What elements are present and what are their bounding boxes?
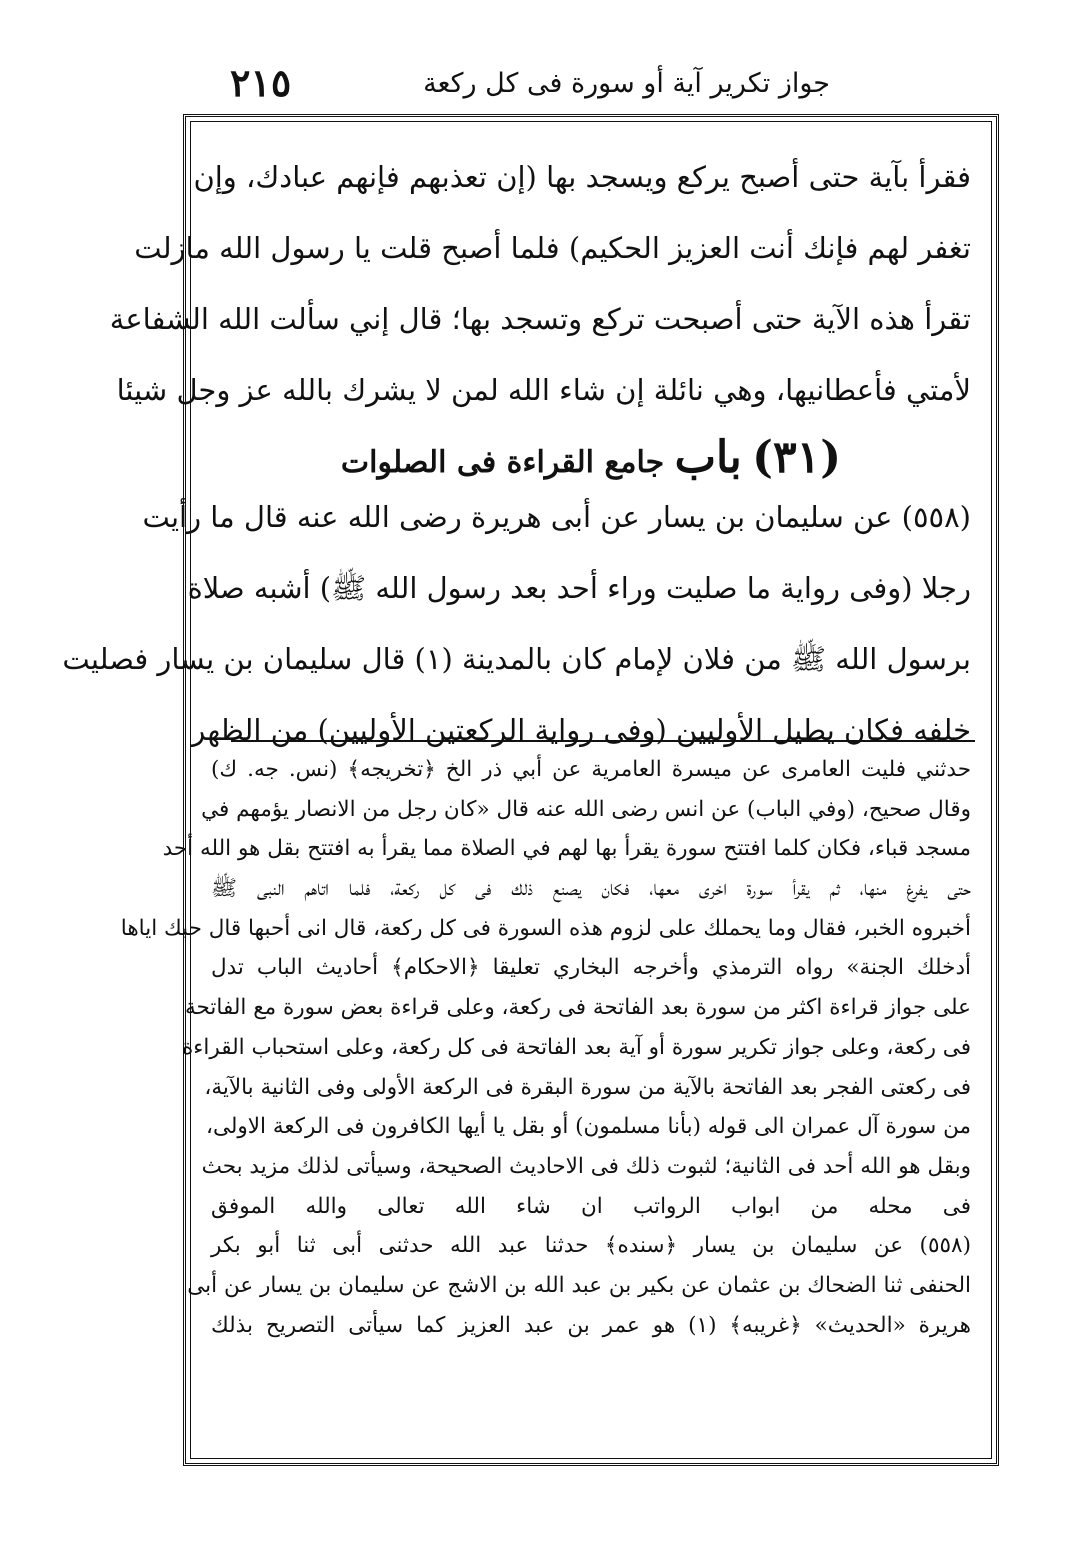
main-text-top: [109, 142, 971, 426]
commentary-line: وبقل هو الله أحد فى الثانية؛ لثبوت ذلك فى الاحاديث الصحيحة، وسيأتى لذلك مزيد بحث: [201, 1153, 971, 1179]
main-text-line: لأمتي فأعطانيها، وهي نائلة إن شاء الله لمن لا يشرك بالله عز وجل شيئا: [116, 373, 971, 407]
commentary-line: من سورة آل عمران الى قوله (بأنا مسلمون) أو بقل يا أيها الكافرون فى الركعة الاولى،: [206, 1114, 971, 1140]
main-text-line: (٥٥٨) عن سليمان بن يسار عن أبى هريرة رضى الله عنه قال ما رأيت: [142, 500, 971, 534]
commentary-line: فى ركعتى الفجر بعد الفاتحة بالآية من سورة البقرة فى الركعة الأولى وفى الثانية بالآية،: [204, 1074, 971, 1100]
commentary-line: حتى يفرغ منها، ثم يقرأ سورة اخرى معها، فكان يصنع ذلك فى كل ركعة، فلما اتاهم النبى ﷺ: [211, 876, 971, 902]
commentary: [120, 750, 971, 1345]
commentary-line: مسجد قباء، فكان كلما افتتح سورة يقرأ بها لهم في الصلاة مما يقرأ به افتتح بقل هو الله أحد: [162, 836, 971, 862]
commentary-line: هريرة «الحديث» ﴿غريبه﴾ (١) هو عمر بن عبد العزيز كما سيأتى التصريح بذلك: [211, 1312, 971, 1338]
main-text-bottom: [62, 482, 971, 766]
commentary-divider: [231, 740, 975, 742]
commentary-line: أخبروه الخبر، فقال وما يحملك على لزوم هذه السورة فى كل ركعة، قال انى أحبها قال حبك اياها: [120, 915, 971, 941]
chapter-bab: باب: [674, 432, 742, 483]
main-text-line: تقرأ هذه الآية حتى أصبحت تركع وتسجد بها؛ قال إني سألت الله الشفاعة: [109, 302, 971, 336]
commentary-line: على جواز قراءة اكثر من سورة بعد الفاتحة فى ركعة، وعلى قراءة بعض سورة مع الفاتحة: [185, 995, 971, 1021]
main-text-line: خلفه فكان يطيل الأوليين (وفى رواية الركعتين الأوليين) من الظهر: [191, 713, 971, 747]
chapter-number: (٣١): [752, 432, 842, 483]
header-title: جواز تكرير آية أو سورة فى كل ركعة: [423, 68, 830, 99]
commentary-line: فى ركعة، وعلى جواز تكرير سورة أو آية بعد الفاتحة فى كل ركعة، وعلى استحباب القراءة: [182, 1034, 971, 1060]
chapter-title: جامع القراءة فى الصلوات: [340, 445, 665, 480]
commentary-line: حدثني فليت العامرى عن ميسرة العامرية عن أبي ذر الخ ﴿تخريجه﴾ (نس. جه. ك): [211, 757, 971, 782]
commentary-line: (٥٥٨) عن سليمان بن يسار ﴿سنده﴾ حدثنا عبد الله حدثنى أبى ثنا أبو بكر: [211, 1233, 971, 1259]
main-text-line: تغفر لهم فإنك أنت العزيز الحكيم) فلما أصبح قلت يا رسول الله مازلت: [134, 231, 971, 265]
commentary-line: وقال صحيح، (وفي الباب) عن انس رضى الله عنه قال «كان رجل من الانصار يؤمهم في: [201, 796, 971, 822]
text-frame: [62, 114, 999, 1466]
main-text-line: رجلا (وفى رواية ما صليت وراء أحد بعد رسول الله ﷺ) أشبه صلاة: [187, 571, 971, 605]
text-frame-inner-border: [62, 121, 992, 1459]
main-text-line: برسول الله ﷺ من فلان لإمام كان بالمدينة (١) قال سليمان بن يسار فصليت: [62, 642, 971, 676]
page-number: ٢١٥: [230, 60, 292, 105]
commentary-line: الحنفى ثنا الضحاك بن عثمان عن بكير بن عبد الله بن الاشج عن سليمان بن يسار عن أبى: [187, 1272, 971, 1298]
commentary-line: فى محله من ابواب الرواتب ان شاء الله تعالى والله الموفق: [211, 1193, 971, 1219]
commentary-line: أدخلك الجنة» رواه الترمذي وأخرجه البخاري تعليقا ﴿الاحكام﴾ أحاديث الباب تدل: [211, 955, 971, 981]
main-text-line: فقرأ بآية حتى أصبح يركع ويسجد بها (إن تعذبهم فإنهم عبادك، وإن: [193, 160, 971, 194]
running-header: [230, 60, 830, 110]
